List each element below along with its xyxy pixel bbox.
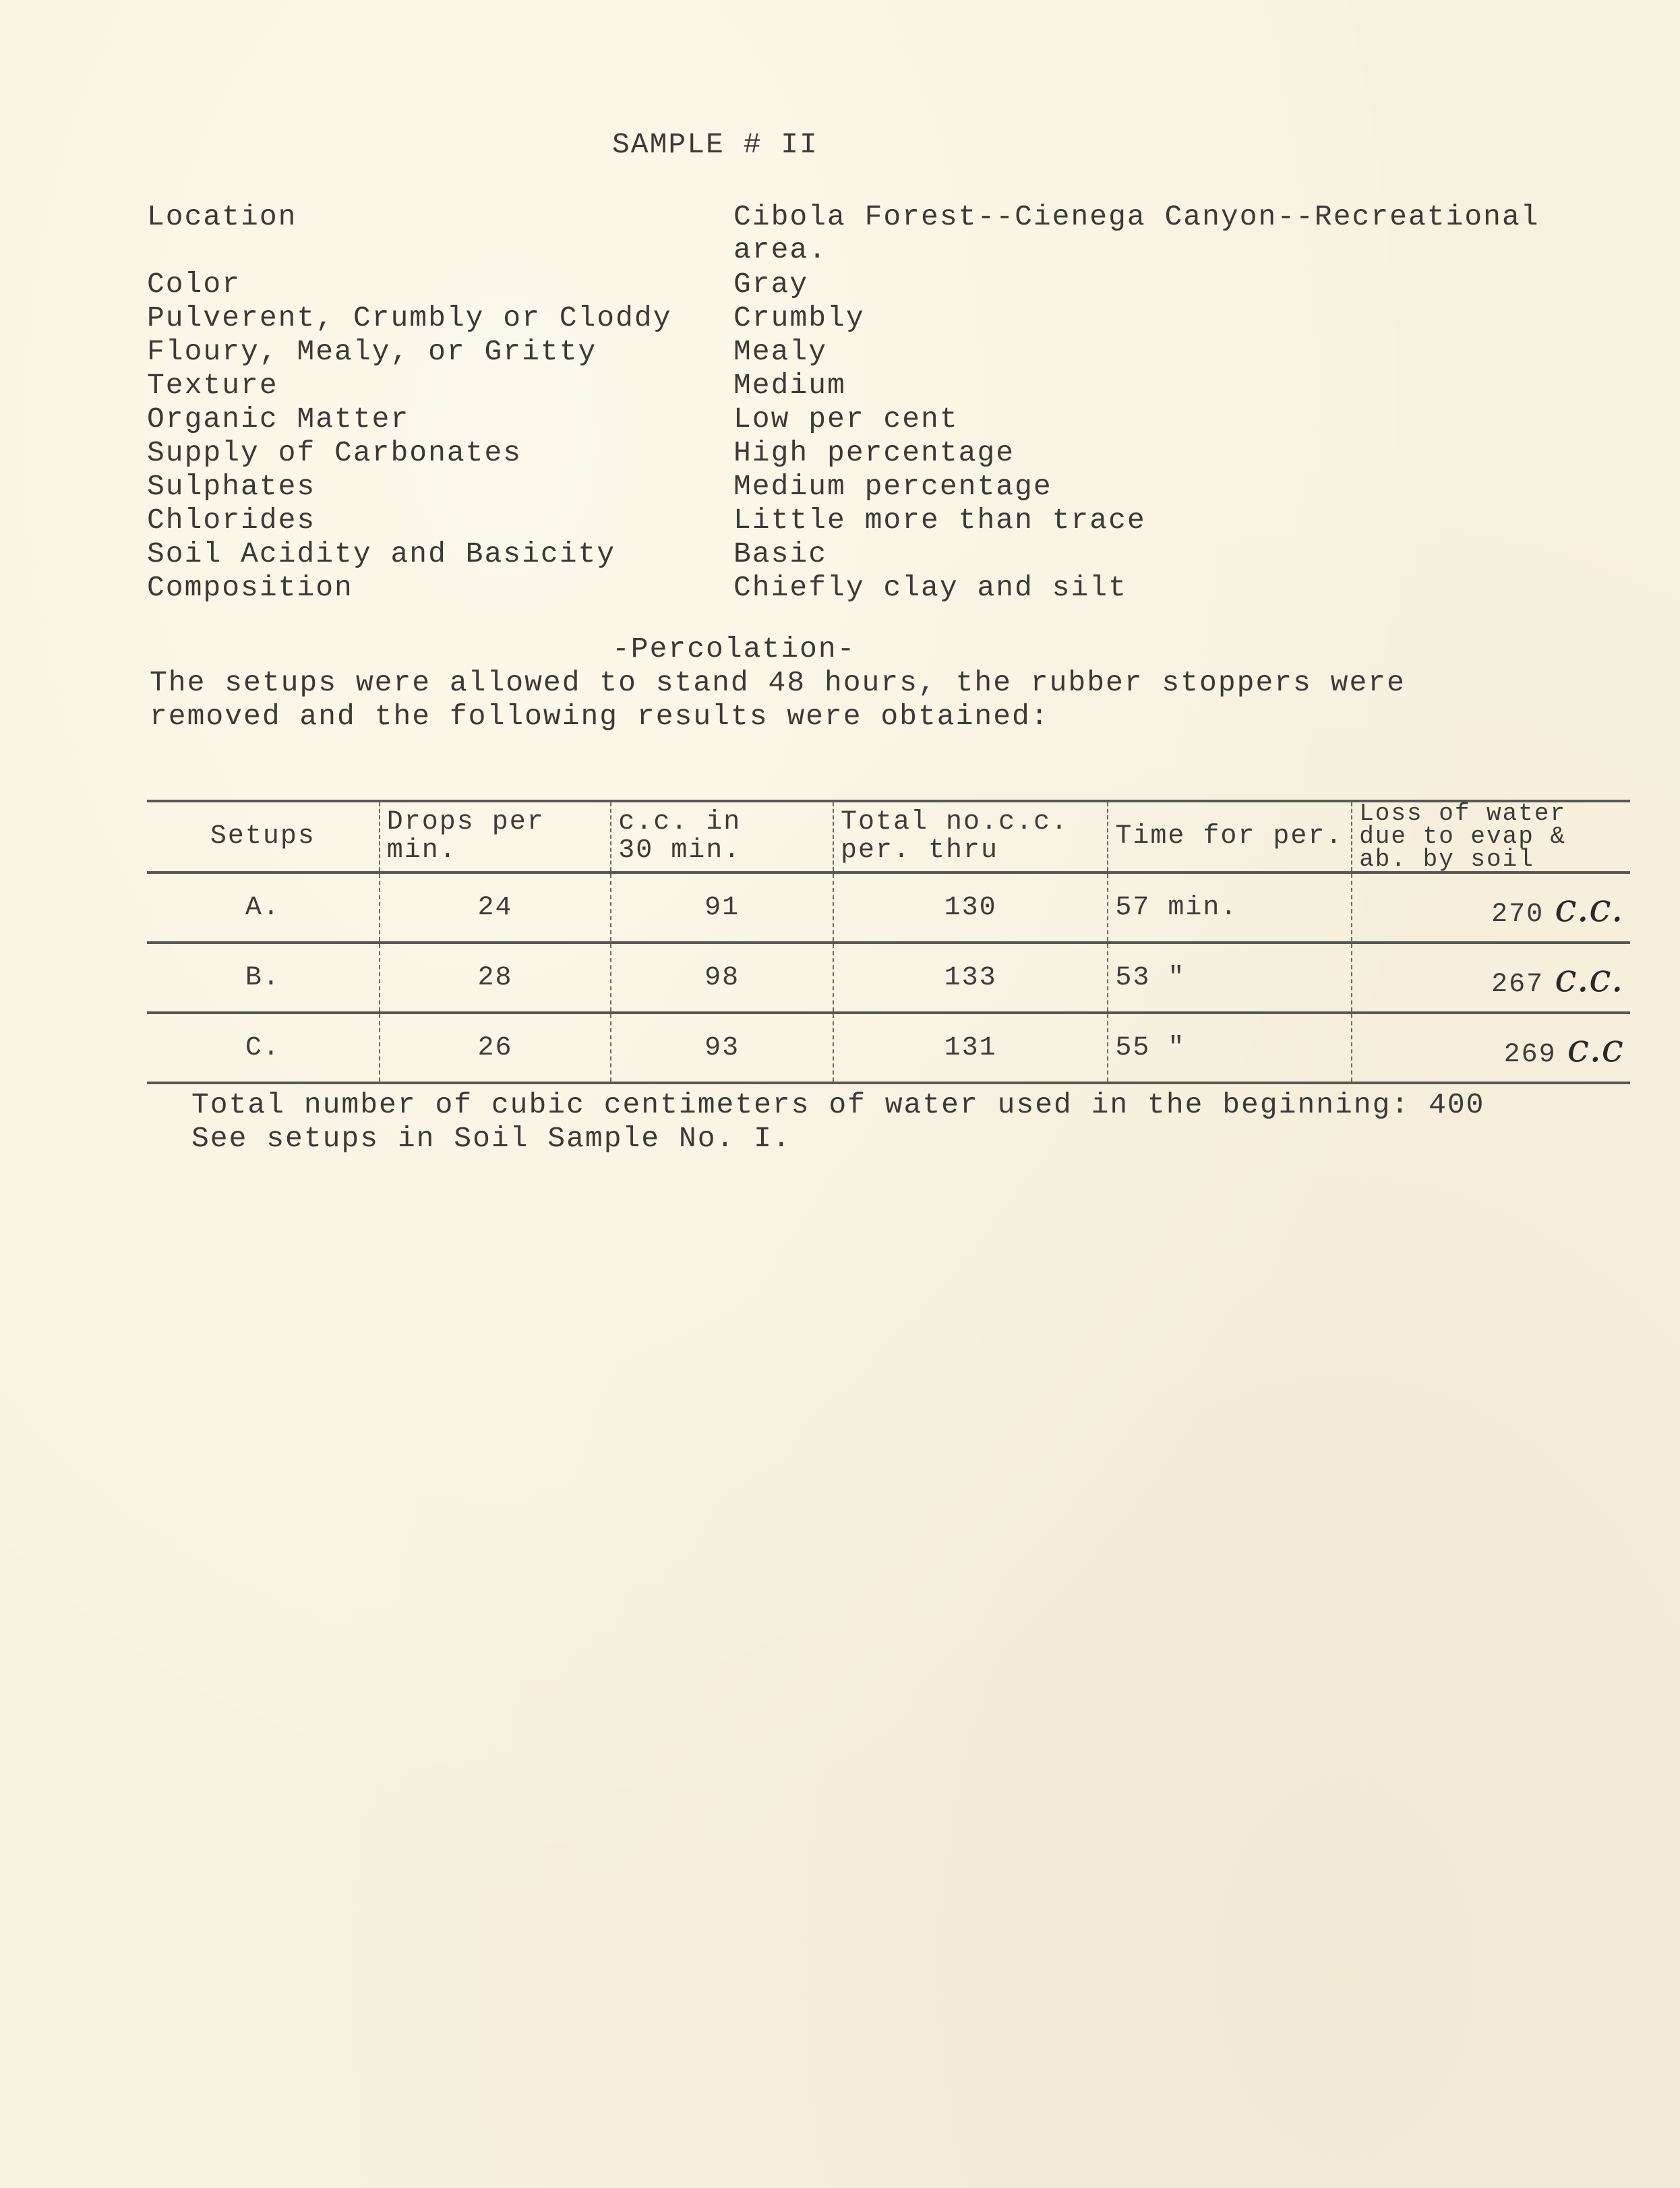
cell-total: 133: [833, 943, 1108, 1013]
cell-time: 55 ": [1108, 1013, 1352, 1083]
cell-drops: 26: [380, 1013, 611, 1083]
cell-drops: 28: [380, 943, 611, 1013]
header-loss-of-water: [1352, 801, 1630, 873]
property-key: Location: [147, 200, 297, 233]
cell-total: 130: [833, 873, 1108, 943]
property-key: Sulphates: [147, 470, 316, 503]
property-value-line: area.: [733, 233, 828, 266]
header-setups: Setups: [210, 821, 316, 852]
property-value: Crumbly: [733, 301, 865, 334]
cell-loss: [1352, 1013, 1630, 1083]
header-line: per. thru: [840, 835, 999, 866]
property-key: Floury, Mealy, or Gritty: [147, 335, 597, 368]
cell-loss: [1352, 873, 1630, 943]
cell-setup: C.: [245, 1032, 280, 1063]
property-value: Little more than trace: [733, 504, 1146, 537]
cell-loss: [1352, 943, 1630, 1013]
property-value: High percentage: [733, 436, 1015, 469]
loss-value: 269: [1503, 1040, 1557, 1070]
property-key: Pulverent, Crumbly or Cloddy: [147, 301, 672, 334]
percolation-results-table: [147, 800, 1630, 1084]
header-line: due to evap &: [1359, 823, 1567, 850]
cell-time: 57 min.: [1108, 873, 1352, 943]
header-cc-in-30-min: [611, 801, 833, 873]
property-key: Texture: [147, 369, 278, 402]
header-line: Total no.c.c.: [840, 807, 1069, 837]
table-row: [147, 943, 1630, 1013]
property-value: Medium percentage: [733, 470, 1052, 503]
property-value: Medium: [733, 369, 846, 402]
loss-value: 270: [1491, 899, 1544, 930]
percolation-heading: -Percolation-: [612, 632, 856, 666]
property-value: [733, 200, 1540, 266]
property-value-line: Cibola Forest--Cienega Canyon--Recreational: [733, 200, 1540, 233]
loss-value: 267: [1491, 970, 1544, 1000]
property-key: Soil Acidity and Basicity: [147, 537, 616, 570]
footer-line: Total number of cubic centimeters of water used in the beginning: 400: [191, 1088, 1485, 1121]
description-line: removed and the following results were obtained:: [150, 700, 1050, 733]
handwritten-unit: c.c: [1567, 1025, 1623, 1071]
header-line: c.c. in: [618, 807, 742, 837]
cell-setup: A.: [245, 892, 280, 923]
header-line: Drops per: [386, 807, 545, 837]
cell-total: 131: [833, 1013, 1108, 1083]
property-value: Gray: [733, 268, 809, 301]
page-title: SAMPLE # II: [612, 128, 818, 161]
cell-setup: B.: [245, 962, 280, 993]
property-value: Mealy: [733, 335, 828, 368]
footer-line: See setups in Soil Sample No. I.: [191, 1122, 791, 1155]
header-line: Loss of water: [1359, 800, 1567, 827]
header-total-cc: [833, 801, 1108, 873]
property-value: Low per cent: [733, 403, 959, 436]
footer-note: [191, 1088, 1485, 1156]
property-value: Chiefly clay and silt: [733, 571, 1127, 604]
description-line: The setups were allowed to stand 48 hours, the rubber stoppers were: [150, 666, 1406, 699]
cell-cc: 93: [611, 1013, 833, 1083]
handwritten-unit: c.c.: [1555, 955, 1623, 1001]
property-value: Basic: [733, 537, 828, 570]
header-time-for-percolation: Time for per.: [1108, 801, 1352, 873]
property-key: Composition: [147, 571, 353, 604]
handwritten-unit: c.c.: [1555, 885, 1623, 930]
header-line: min.: [386, 835, 457, 866]
property-key: Supply of Carbonates: [147, 436, 522, 469]
property-key: Chlorides: [147, 504, 316, 537]
cell-drops: 24: [380, 873, 611, 943]
property-key: Color: [147, 268, 241, 301]
header-drops-per-min: [380, 801, 611, 873]
header-line: ab. by soil: [1359, 846, 1534, 873]
cell-cc: 98: [611, 943, 833, 1013]
cell-cc: 91: [611, 873, 833, 943]
cell-time: 53 ": [1108, 943, 1352, 1013]
header-line: 30 min.: [618, 835, 742, 866]
percolation-description: [150, 666, 1406, 734]
property-key: Organic Matter: [147, 403, 410, 436]
table-header-row: [147, 801, 1630, 873]
table-row: [147, 1013, 1630, 1083]
table-row: [147, 873, 1630, 943]
